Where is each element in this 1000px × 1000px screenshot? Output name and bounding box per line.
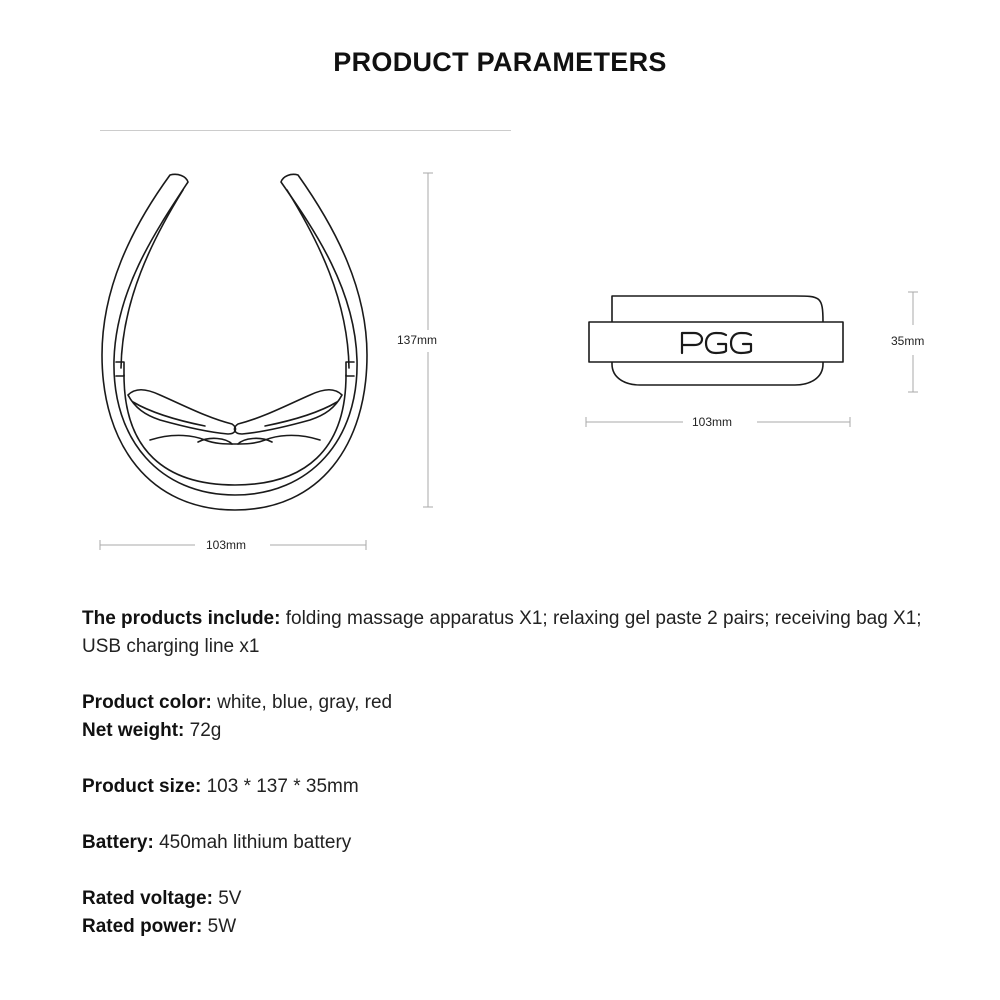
spec-battery xyxy=(82,829,942,857)
front-view-massager xyxy=(102,174,367,510)
spec-voltage-value: 5V xyxy=(212,888,242,909)
spec-includes-label: The products include: xyxy=(82,608,281,629)
spec-battery-label: Battery: xyxy=(82,832,154,853)
spec-weight-value: 72g xyxy=(184,720,222,741)
spec-size-value: 103 * 137 * 35mm xyxy=(201,776,359,797)
spec-power-value: 5W xyxy=(202,916,237,937)
spec-power-label: Rated power: xyxy=(82,916,203,937)
spec-weight xyxy=(82,717,942,745)
product-specs xyxy=(82,605,942,941)
side-width-label: 103mm xyxy=(692,415,733,429)
spec-color-value: white, blue, gray, red xyxy=(211,692,393,713)
side-height-label: 35mm xyxy=(891,334,925,348)
spec-size-label: Product size: xyxy=(82,776,202,797)
spec-includes-value: folding massage apparatus X1; relaxing gel paste 2 pairs; receiving bag X1; USB charging line x1 xyxy=(82,608,922,657)
spec-color xyxy=(82,689,942,717)
spec-size xyxy=(82,773,942,801)
spec-includes xyxy=(82,605,942,661)
spec-voltage xyxy=(82,885,942,913)
logo-text xyxy=(690,334,751,360)
front-height-label: 137mm xyxy=(397,333,438,347)
spec-weight-label: Net weight: xyxy=(82,720,185,741)
spec-color-label: Product color: xyxy=(82,692,212,713)
spec-battery-value: 450mah lithium battery xyxy=(153,832,352,853)
spec-voltage-label: Rated voltage: xyxy=(82,888,213,909)
spec-power xyxy=(82,913,942,941)
front-width-label: 103mm xyxy=(206,538,247,552)
page-title: PRODUCT PARAMETERS xyxy=(333,47,667,77)
